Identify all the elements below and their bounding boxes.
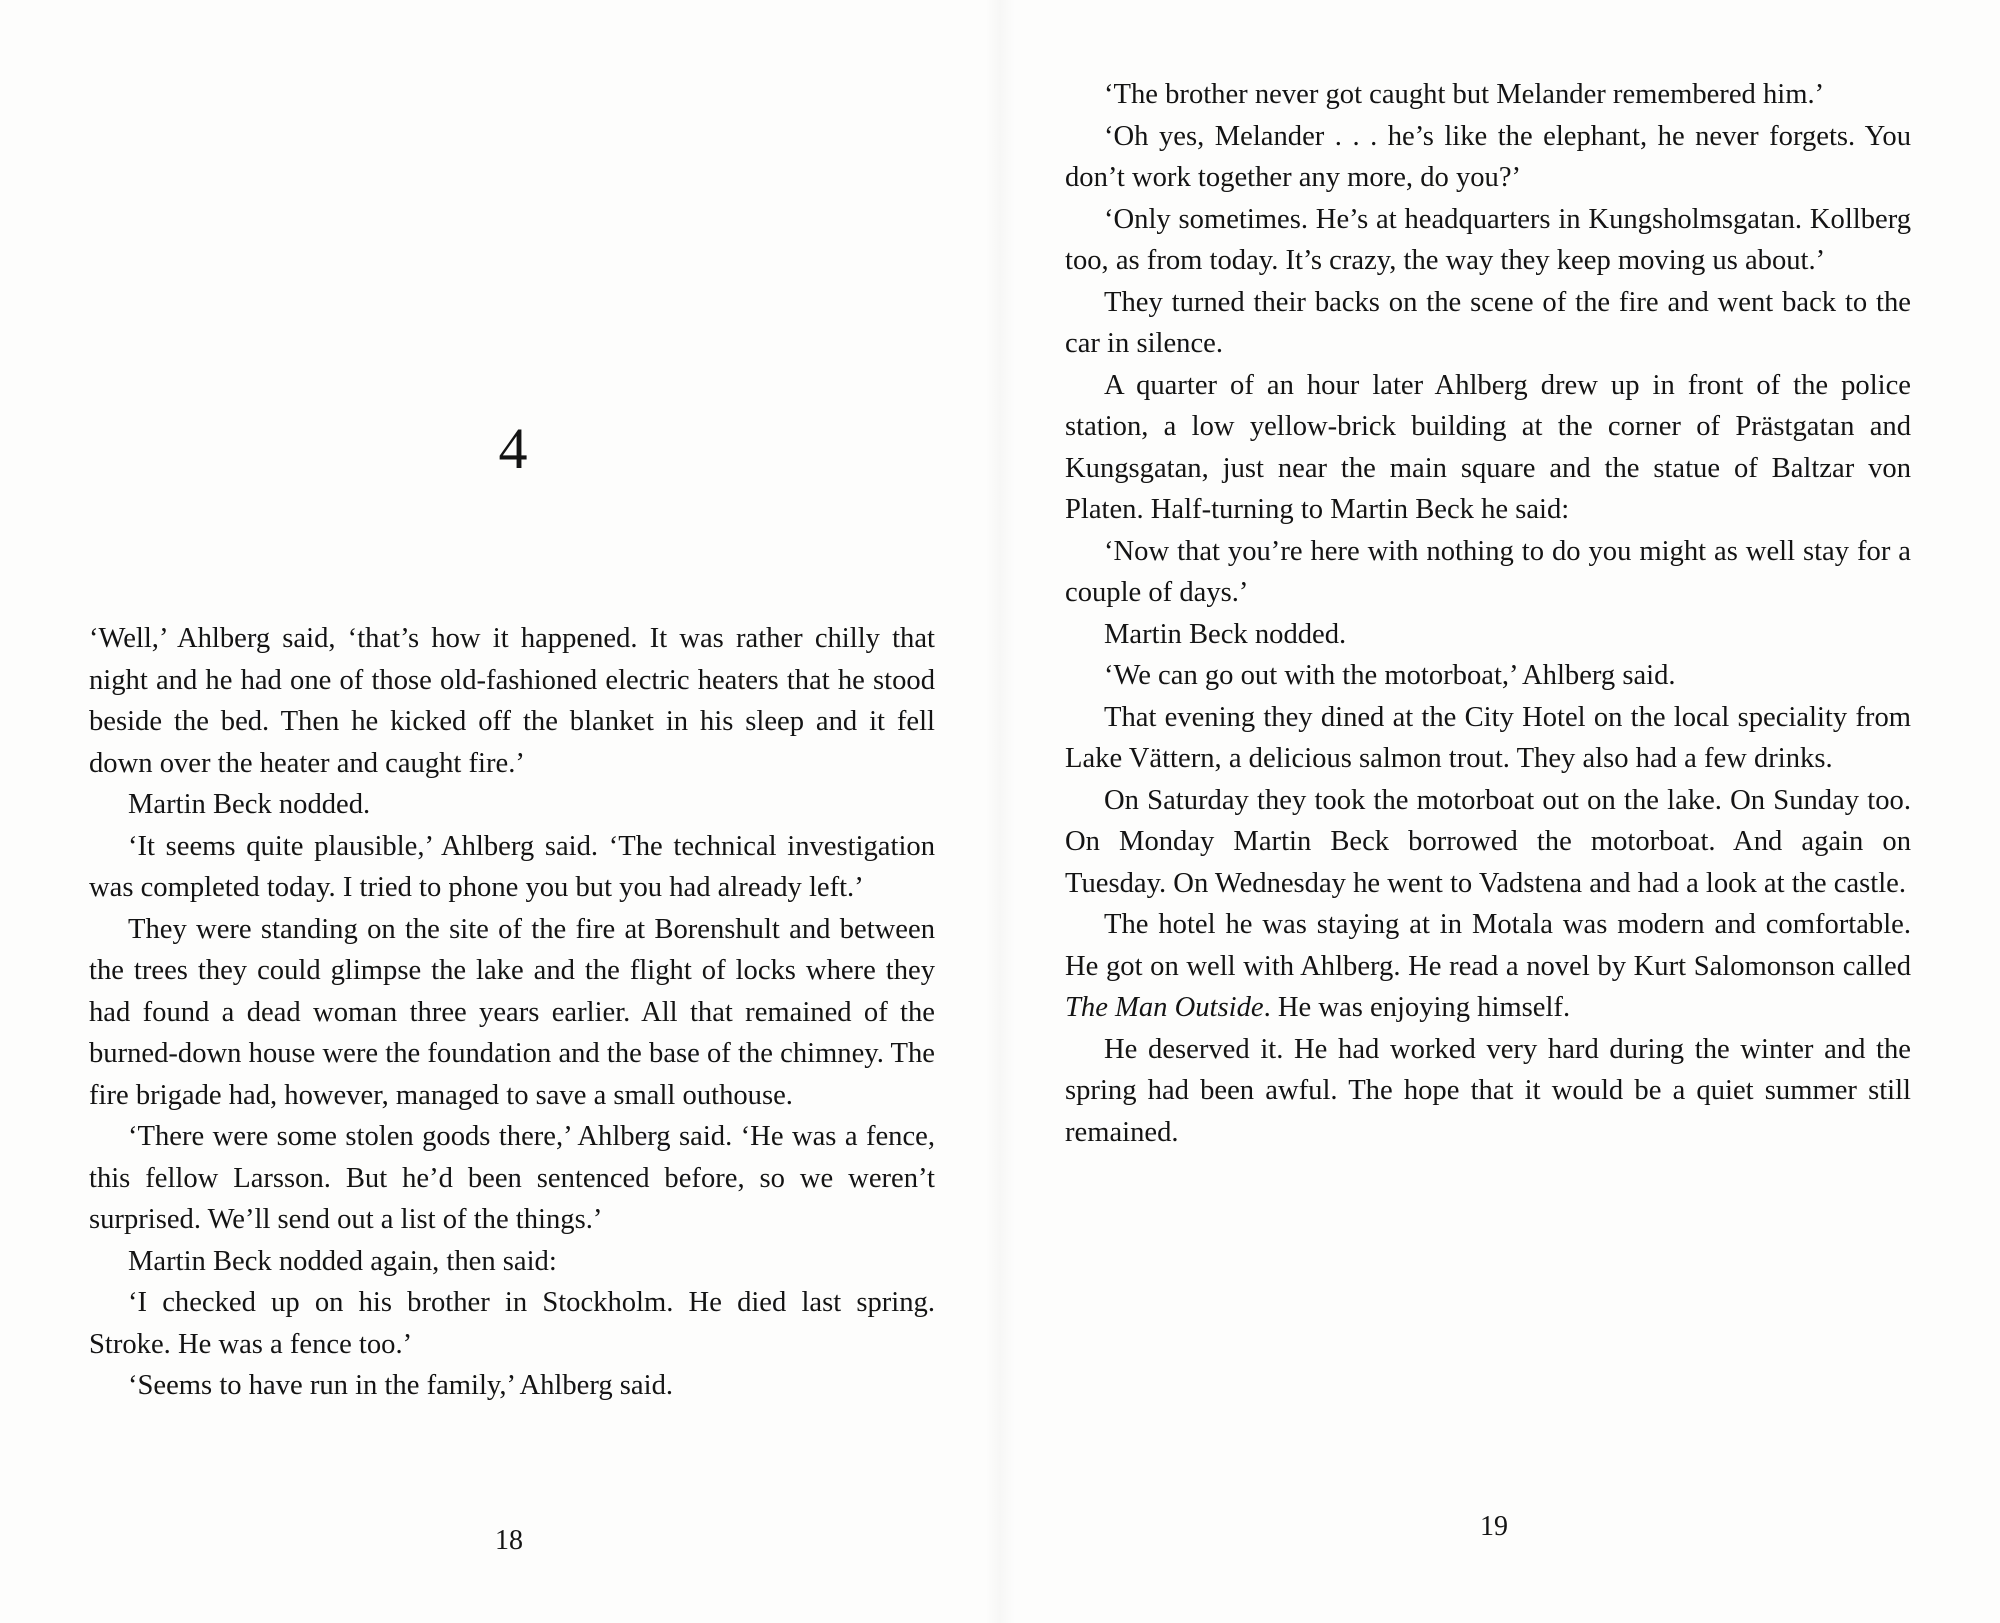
paragraph: That evening they dined at the City Hotel on the local speciality from Lake Vättern, a delicious salmon trout. They also had a few drinks. (1065, 701, 1911, 774)
paragraph: ‘Only sometimes. He’s at headquarters in Kungsholmsgatan. Kollberg too, as from today. It’s crazy, the way they keep moving us about.’ (1065, 203, 1911, 276)
paragraph: Martin Beck nodded again, then said: (128, 1245, 557, 1277)
paragraph: ‘The brother never got caught but Melander remembered him.’ (1104, 79, 1825, 110)
page-number: 19 (1480, 1511, 1508, 1542)
paragraph: ‘I checked up on his brother in Stockholm. He died last spring. Stroke. He was a fence too.’ (89, 1287, 935, 1360)
paragraph: ‘We can go out with the motorboat,’ Ahlberg said. (1104, 660, 1676, 691)
paragraph: ‘Oh yes, Melander . . . he’s like the elephant, he never forgets. You don’t work together any more, do you?’ (1065, 120, 1911, 193)
right-page (1000, 0, 2000, 1623)
paragraph: ‘It seems quite plausible,’ Ahlberg said. ‘The technical investigation was completed today. I tried to phone you but you had already left.’ (89, 830, 935, 903)
paragraph: ‘There were some stolen goods there,’ Ahlberg said. ‘He was a fence, this fellow Larsson. But he’d been sentenced before, so we weren’t surprised. We’ll send out a list of the things.’ (89, 1121, 935, 1235)
book-title: The Man Outside (1065, 992, 1264, 1023)
paragraph: They were standing on the site of the fire at Borenshult and between the trees they could glimpse the lake and the flight of locks where they had found a dead woman three years earlier. All that remained of the burned-down house were the foundation and the base of the chimney. The fire brigade had, however, managed to save a small outhouse. (89, 913, 935, 1111)
paragraph (1065, 904, 1911, 1029)
paragraph: ‘Well,’ Ahlberg said, ‘that’s how it happened. It was rather chilly that night and he had one of those old-fashioned electric heaters that he stood beside the bed. Then he kicked off the blanket in his sleep and it fell down over the heater and caught fire.’ (89, 623, 935, 779)
paragraph: ‘Seems to have run in the family,’ Ahlberg said. (128, 1370, 674, 1401)
right-page-body (1065, 74, 1911, 1153)
paragraph: He deserved it. He had worked very hard during the winter and the spring had been awful. The hope that it would be a quiet summer still remained. (1065, 1033, 1911, 1148)
paragraph: Martin Beck nodded. (128, 789, 371, 820)
page-number: 18 (495, 1525, 523, 1556)
paragraph: Martin Beck nodded. (1104, 618, 1347, 650)
paragraph: They turned their backs on the scene of the fire and went back to the car in silence. (1065, 286, 1911, 359)
chapter-number: 4 (498, 416, 528, 481)
paragraph-text: The hotel he was staying at in Motala was modern and comfortable. He got on well with Ahlberg. He read a novel by Kurt Salomonson called (1065, 909, 1911, 982)
left-page-body (89, 618, 935, 1407)
paragraph-text: . He was enjoying himself. (1263, 992, 1571, 1023)
paragraph: A quarter of an hour later Ahlberg drew up in front of the police station, a low yellow-brick building at the corner of Prästgatan and Kungsgatan, just near the main square and the statue of Baltzar von Platen. Half-turning to Martin Beck he said: (1065, 369, 1911, 525)
paragraph: ‘Now that you’re here with nothing to do you might as well stay for a couple of days.’ (1065, 535, 1911, 608)
paragraph: On Saturday they took the motorboat out on the lake. On Sunday too. On Monday Martin Beck borrowed the motorboat. And again on Tuesday. On Wednesday he went to Vadstena and had a look at the castle. (1065, 784, 1911, 899)
